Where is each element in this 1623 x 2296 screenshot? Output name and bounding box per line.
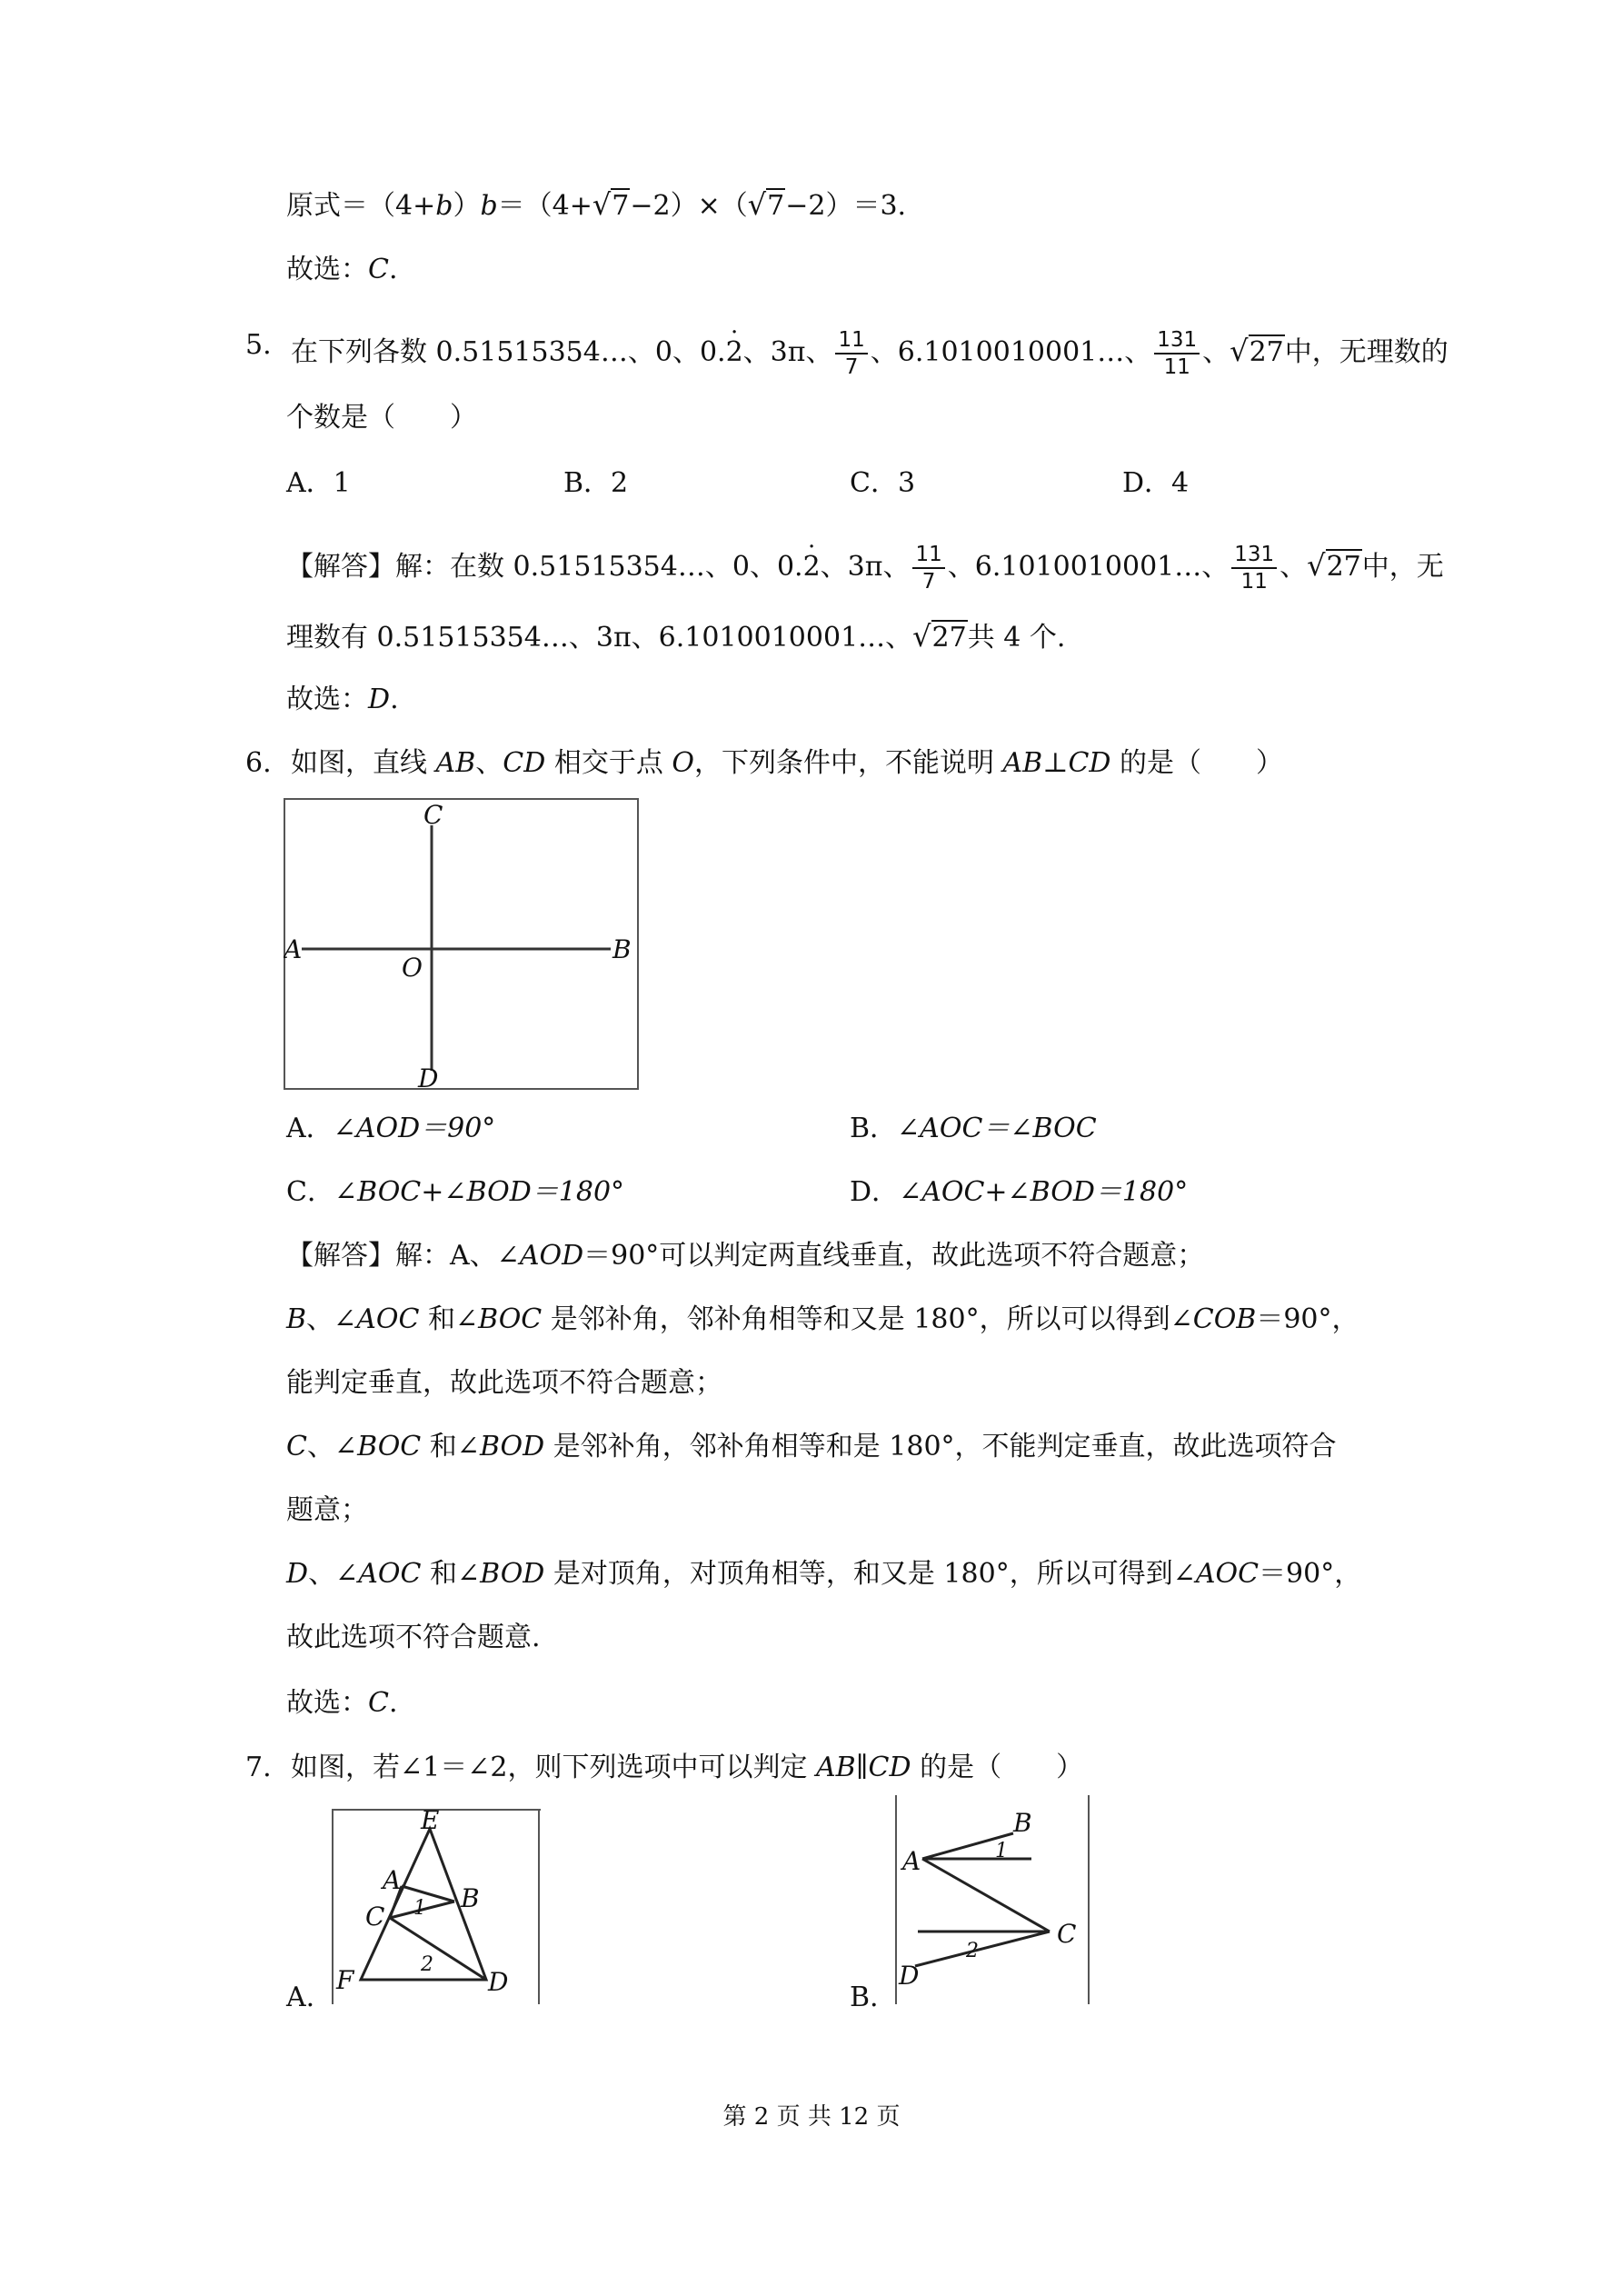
q6-stem: 如图，直线 AB、CD 相交于点 O，下列条件中，不能说明 AB⊥CD 的是（ ） (291, 747, 1283, 779)
segment-ac (922, 1859, 1050, 1932)
q7-stem: 如图，若∠1＝∠2，则下列选项中可以判定 AB∥CD 的是（ ） (291, 1752, 1084, 1783)
svg-text:2: 2 (966, 1940, 979, 1962)
q6-option-d: D．∠AOC+∠BOD＝180° (850, 1176, 1189, 1208)
q7-figure-b (895, 1795, 1090, 2008)
q6-answer-4: C、∠BOC 和∠BOD 是邻补角，邻补角相等和是 180°，不能判定垂直，故此选项符合 (286, 1431, 1337, 1462)
svg-text:D: D (488, 1967, 509, 1997)
label-b: B (612, 934, 632, 964)
sqrt-7-b: √7 (747, 187, 785, 222)
q6-answer-3: 能判定垂直，故此选项不符合题意； (286, 1367, 722, 1399)
svg-text:C: C (1057, 1919, 1077, 1949)
svg-text:1: 1 (413, 1897, 426, 1920)
q4-choose: 故选：C. (286, 254, 398, 285)
q7-option-a-letter: A. (286, 1982, 315, 2013)
figure-border (284, 799, 638, 1089)
q6-choose: 故选：C. (286, 1687, 398, 1719)
sqrt-7: √7 (592, 187, 630, 222)
segment-cd (390, 1918, 486, 1980)
q5-stem-line2: 个数是（ ） (286, 402, 477, 434)
svg-text:D: D (899, 1961, 920, 1991)
label-a: A (284, 934, 303, 964)
q6-answer-7: 故此选项不符合题意. (286, 1622, 541, 1653)
svg-text:E: E (421, 1809, 440, 1835)
q5-option-c: C．3 (850, 467, 916, 499)
label-c: C (423, 800, 443, 830)
page-footer: 第 2 页 共 12 页 (722, 2103, 901, 2131)
q6-option-a: A．∠AOD＝90° (286, 1113, 496, 1144)
fraction-131-11: $\frac{131}{11}$ (1154, 327, 1200, 380)
svg-text:2: 2 (421, 1953, 433, 1976)
q6-answer-2: B、∠AOC 和∠BOC 是邻补角，邻补角相等和又是 180°，所以可以得到∠COB＝90°， (286, 1303, 1359, 1335)
q6-answer-5: 题意； (286, 1494, 368, 1526)
svg-text:A: A (383, 1865, 402, 1895)
var-b: b (435, 190, 453, 222)
q7-option-b-letter: B. (850, 1982, 879, 2013)
sqrt-27: √27 (1230, 334, 1284, 368)
q5-answer: 【解答】解：在数 0.51515354…、0、0.2 ·、3π、 $\frac{11}{7}$ 、6.1010010001…、 $\frac{131}{11}$ 、√27中，无 (286, 542, 1444, 594)
q5-option-d: D．4 (1122, 467, 1190, 499)
q5-number: 5. (245, 329, 272, 361)
q6-option-b: B．∠AOC＝∠BOC (850, 1113, 1097, 1144)
q5-option-a: A．1 (286, 467, 351, 499)
fraction-11-7: $\frac{11}{7}$ (835, 327, 867, 380)
svg-text:B: B (461, 1883, 480, 1913)
segment-ab (402, 1886, 454, 1902)
q5-choose: 故选：D. (286, 684, 399, 715)
q5-stem: 在下列各数 0.51515354…、0、0.2 ·、3π、 $\frac{11}{7}$ 、6.1010010001…、 $\frac{131}{11}$ 、√27中，无理数的 (291, 327, 1449, 380)
segment-cd (915, 1932, 1050, 1966)
svg-text:1: 1 (995, 1840, 1008, 1862)
q6-number: 6. (245, 747, 272, 779)
svg-text:B: B (1013, 1808, 1032, 1838)
q4-formula: 原式＝（4+b）b＝（4+√7−2）×（√7−2）＝3. (286, 186, 906, 225)
q5-answer-line2: 理数有 0.51515354…、3π、6.1010010001…、√27共 4 个. (286, 619, 1066, 654)
q5-option-b: B．2 (563, 467, 629, 499)
q6-figure (284, 798, 640, 1094)
q6-option-c: C．∠BOC+∠BOD＝180° (286, 1176, 625, 1208)
svg-text:C: C (365, 1902, 385, 1932)
label-d: D (418, 1063, 439, 1091)
q6-answer-6: D、∠AOC 和∠BOD 是对顶角，对顶角相等，和又是 180°，所以可得到∠AOC＝90°， (286, 1558, 1362, 1590)
q6-answer-1: 【解答】解：A、∠AOD＝90°可以判定两直线垂直，故此选项不符合题意； (286, 1240, 1205, 1272)
label-o: O (402, 953, 423, 983)
q7-number: 7. (245, 1752, 272, 1783)
svg-text:F: F (336, 1965, 354, 1995)
svg-text:A: A (902, 1846, 921, 1876)
q7-figure-a (332, 1809, 541, 2008)
